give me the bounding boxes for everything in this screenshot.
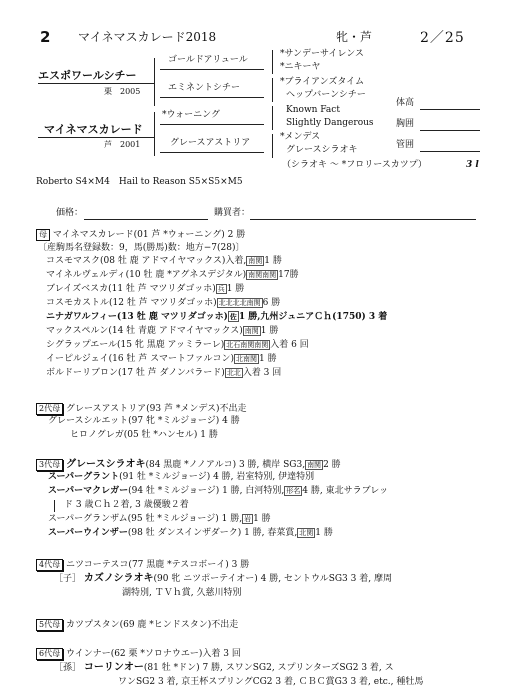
dam2-line2: グレースシルエット(97 牝 *ミルジョージ) 4 勝 (48, 416, 240, 426)
divider (38, 83, 154, 84)
horse-name: マイネマスカレード2018 (78, 30, 217, 44)
bracket (272, 50, 273, 74)
divider (160, 69, 264, 70)
sire-dam: エミネントシチー (168, 83, 241, 93)
dam3-item: スーパーマクレガー(94 牡 *ミルジョージ) 1 勝, 白河特別, 形名 4 勝, 東北サラブレッ (48, 486, 389, 496)
sire-name: エスポワールシチー (38, 69, 137, 82)
buyer-field[interactable] (250, 219, 476, 220)
progeny-row: コスモマスク(08 牡 鹿 アドマイヤマックス)入着, 南関 1 勝 (46, 256, 282, 266)
sire-sire-sire: *サンデーサイレンス (280, 49, 364, 59)
buyer-label: 購買者： (214, 208, 251, 218)
dam-summary: マイネマスカレード(01 芦 *ウォーニング) 2 勝 (52, 230, 246, 240)
dam-name: マイネマスカレード (44, 123, 143, 136)
divider (160, 97, 264, 98)
dam3-item: ド 3 歳Ｃｈ２着, 3 歳優駿２着 (64, 500, 189, 510)
dam6-sub2: ワンSG2 3 着, 京王杯スプリングCG2 3 着, ＣＢＣ賞G3 3 着, etc., 種牡馬 (118, 677, 424, 687)
progeny-row: ニナガワルフィー(13 牡 鹿 マツリダゴッホ) 佐 1 勝,九州ジュニアＣｈ(1750) 3 着 (46, 312, 388, 322)
progeny-row: コスモカストル(12 牡 芦 マツリダゴッホ) 北北北北南関 6 勝 (46, 298, 281, 308)
dam2-line3: ヒロノグレガ(05 牡 *ハンセル) 1 勝 (70, 430, 218, 440)
dam4-line1: 4代母 ニツコーテスコ(77 黒鹿 *テスコボーイ) 3 勝 (36, 559, 249, 571)
dam6-sub: ［孫］ コーリンオー(81 牡 *ドン) 7 勝, スワンSG2, スプリンターズSG2 3 着, ス (54, 662, 394, 673)
progeny-row: マイネルヴェルディ(10 牡 鹿 *アグネスデジタル) 南関南関 17勝 (46, 270, 299, 280)
dam-info: 芦 2001 (104, 140, 141, 149)
progeny-row: ボルドーリブロン(17 牡 芦 ダノンバラード) 北北 入着 3 回 (46, 368, 282, 378)
height-label: 体高 (396, 98, 415, 108)
bracket (154, 112, 155, 156)
divider (160, 124, 264, 125)
dam3-item: スーパーウインザー(98 牡 ダンスインザダーク) 1 勝, 春菜賞, 北関 1 勝 (48, 528, 333, 538)
dam-dam-sire: *メンデス (280, 132, 321, 142)
inbreeding-line: Roberto S4×M4 Hail to Reason S5×S5×M5 (36, 177, 243, 187)
sex-color: 牝・芦 (336, 30, 373, 44)
family-number: 3 l (466, 160, 479, 170)
sire-sire-dam: *ニキーヤ (280, 62, 321, 72)
dam-sire: *ウォーニング (162, 110, 220, 120)
divider (160, 152, 264, 153)
dam-section-line1 (36, 229, 245, 241)
progeny-row: シグラップエール(15 牝 黒鹿 アッミラーレ) 北石南関南関 入着 6 回 (46, 340, 309, 350)
dam-registration: 〔産駒馬名登録数：9，馬(勝馬)数：地方−7(28)〕 (38, 243, 245, 253)
sire-dam-sire: *ブライアンズタイム (280, 77, 365, 87)
dam-sire-sire: Known Fact (286, 105, 340, 115)
dam6-tag: 6代母 (36, 648, 63, 660)
dam2-tag: 2代母 (36, 403, 63, 415)
bracket (154, 58, 155, 106)
bracket (272, 78, 273, 102)
price-label: 価格： (56, 208, 84, 218)
sire-sire: ゴールドアリュール (168, 55, 248, 65)
dam2-line1: 2代母 グレースアストリア(93 芦 *メンデス)不出走 (36, 403, 247, 415)
dam5-line1: 5代母 カツプスタン(69 鹿 *ヒンドスタン)不出走 (36, 619, 238, 631)
dam-tag: 母 (36, 229, 50, 241)
dam-dam: グレースアストリア (170, 138, 251, 148)
dam3-tag: 3代母 (36, 459, 63, 471)
continuation-bar (54, 500, 55, 512)
cannon-field[interactable] (420, 151, 480, 152)
sire-dam-dam: ヘップバーンシチー (286, 90, 366, 100)
progeny-row: ブレイズベスカ(11 牡 芦 マツリダゴッホ) 兵 1 勝 (46, 284, 245, 294)
dam6-line1: 6代母 ウインナー(62 栗 *ソロナウエー)入着 3 回 (36, 648, 241, 660)
dam4-tag: 4代母 (36, 559, 63, 571)
progeny-row: マックスペルン(14 牡 青鹿 アドマイヤマックス) 南関 1 勝 (46, 326, 279, 336)
bracket (272, 106, 273, 130)
dam3-item: スーパーグランザム(95 牡 *ミルジョージ) 1 勝, 岩 1 勝 (48, 514, 271, 524)
family-note: （シラオキ 〜 *フロリースカツプ） (282, 160, 427, 170)
divider (38, 137, 154, 138)
height-field[interactable] (420, 109, 480, 110)
dam3-line1: 3代母 グレースシラオキ(84 黒鹿 *ノノアルコ) 3 勝, 横岸 SG3, 南関 2 勝 (36, 459, 341, 471)
dam4-sub: ［子］ カズノシラオキ(90 牝 ニツポーテイオー) 4 勝, セントウルSG3 3 着, 摩周 (54, 573, 392, 584)
dam-dam-dam: グレースシラオキ (286, 145, 358, 155)
lot-number: 2 (40, 28, 51, 46)
cannon-label: 管囲 (396, 140, 415, 150)
dam3-item: スーパーグラント(91 牡 *ミルジョージ) 4 勝, 岩室特別, 伊達特別 (48, 472, 315, 482)
bracket (272, 134, 273, 158)
girth-field[interactable] (420, 130, 480, 131)
dam5-tag: 5代母 (36, 619, 63, 631)
girth-label: 胸囲 (396, 119, 415, 129)
progeny-row: イーピルジェイ(16 牡 芦 スマートファルコン) 北南関 1 勝 (46, 354, 277, 364)
dam-sire-dam: Slightly Dangerous (286, 118, 374, 128)
price-field[interactable] (84, 219, 208, 220)
dam4-sub2: 湖特別, ＴＶｈ賞, 久慈川特別 (122, 588, 242, 598)
page-counter: 2／25 (420, 30, 465, 46)
sire-info: 栗 2005 (104, 87, 141, 96)
